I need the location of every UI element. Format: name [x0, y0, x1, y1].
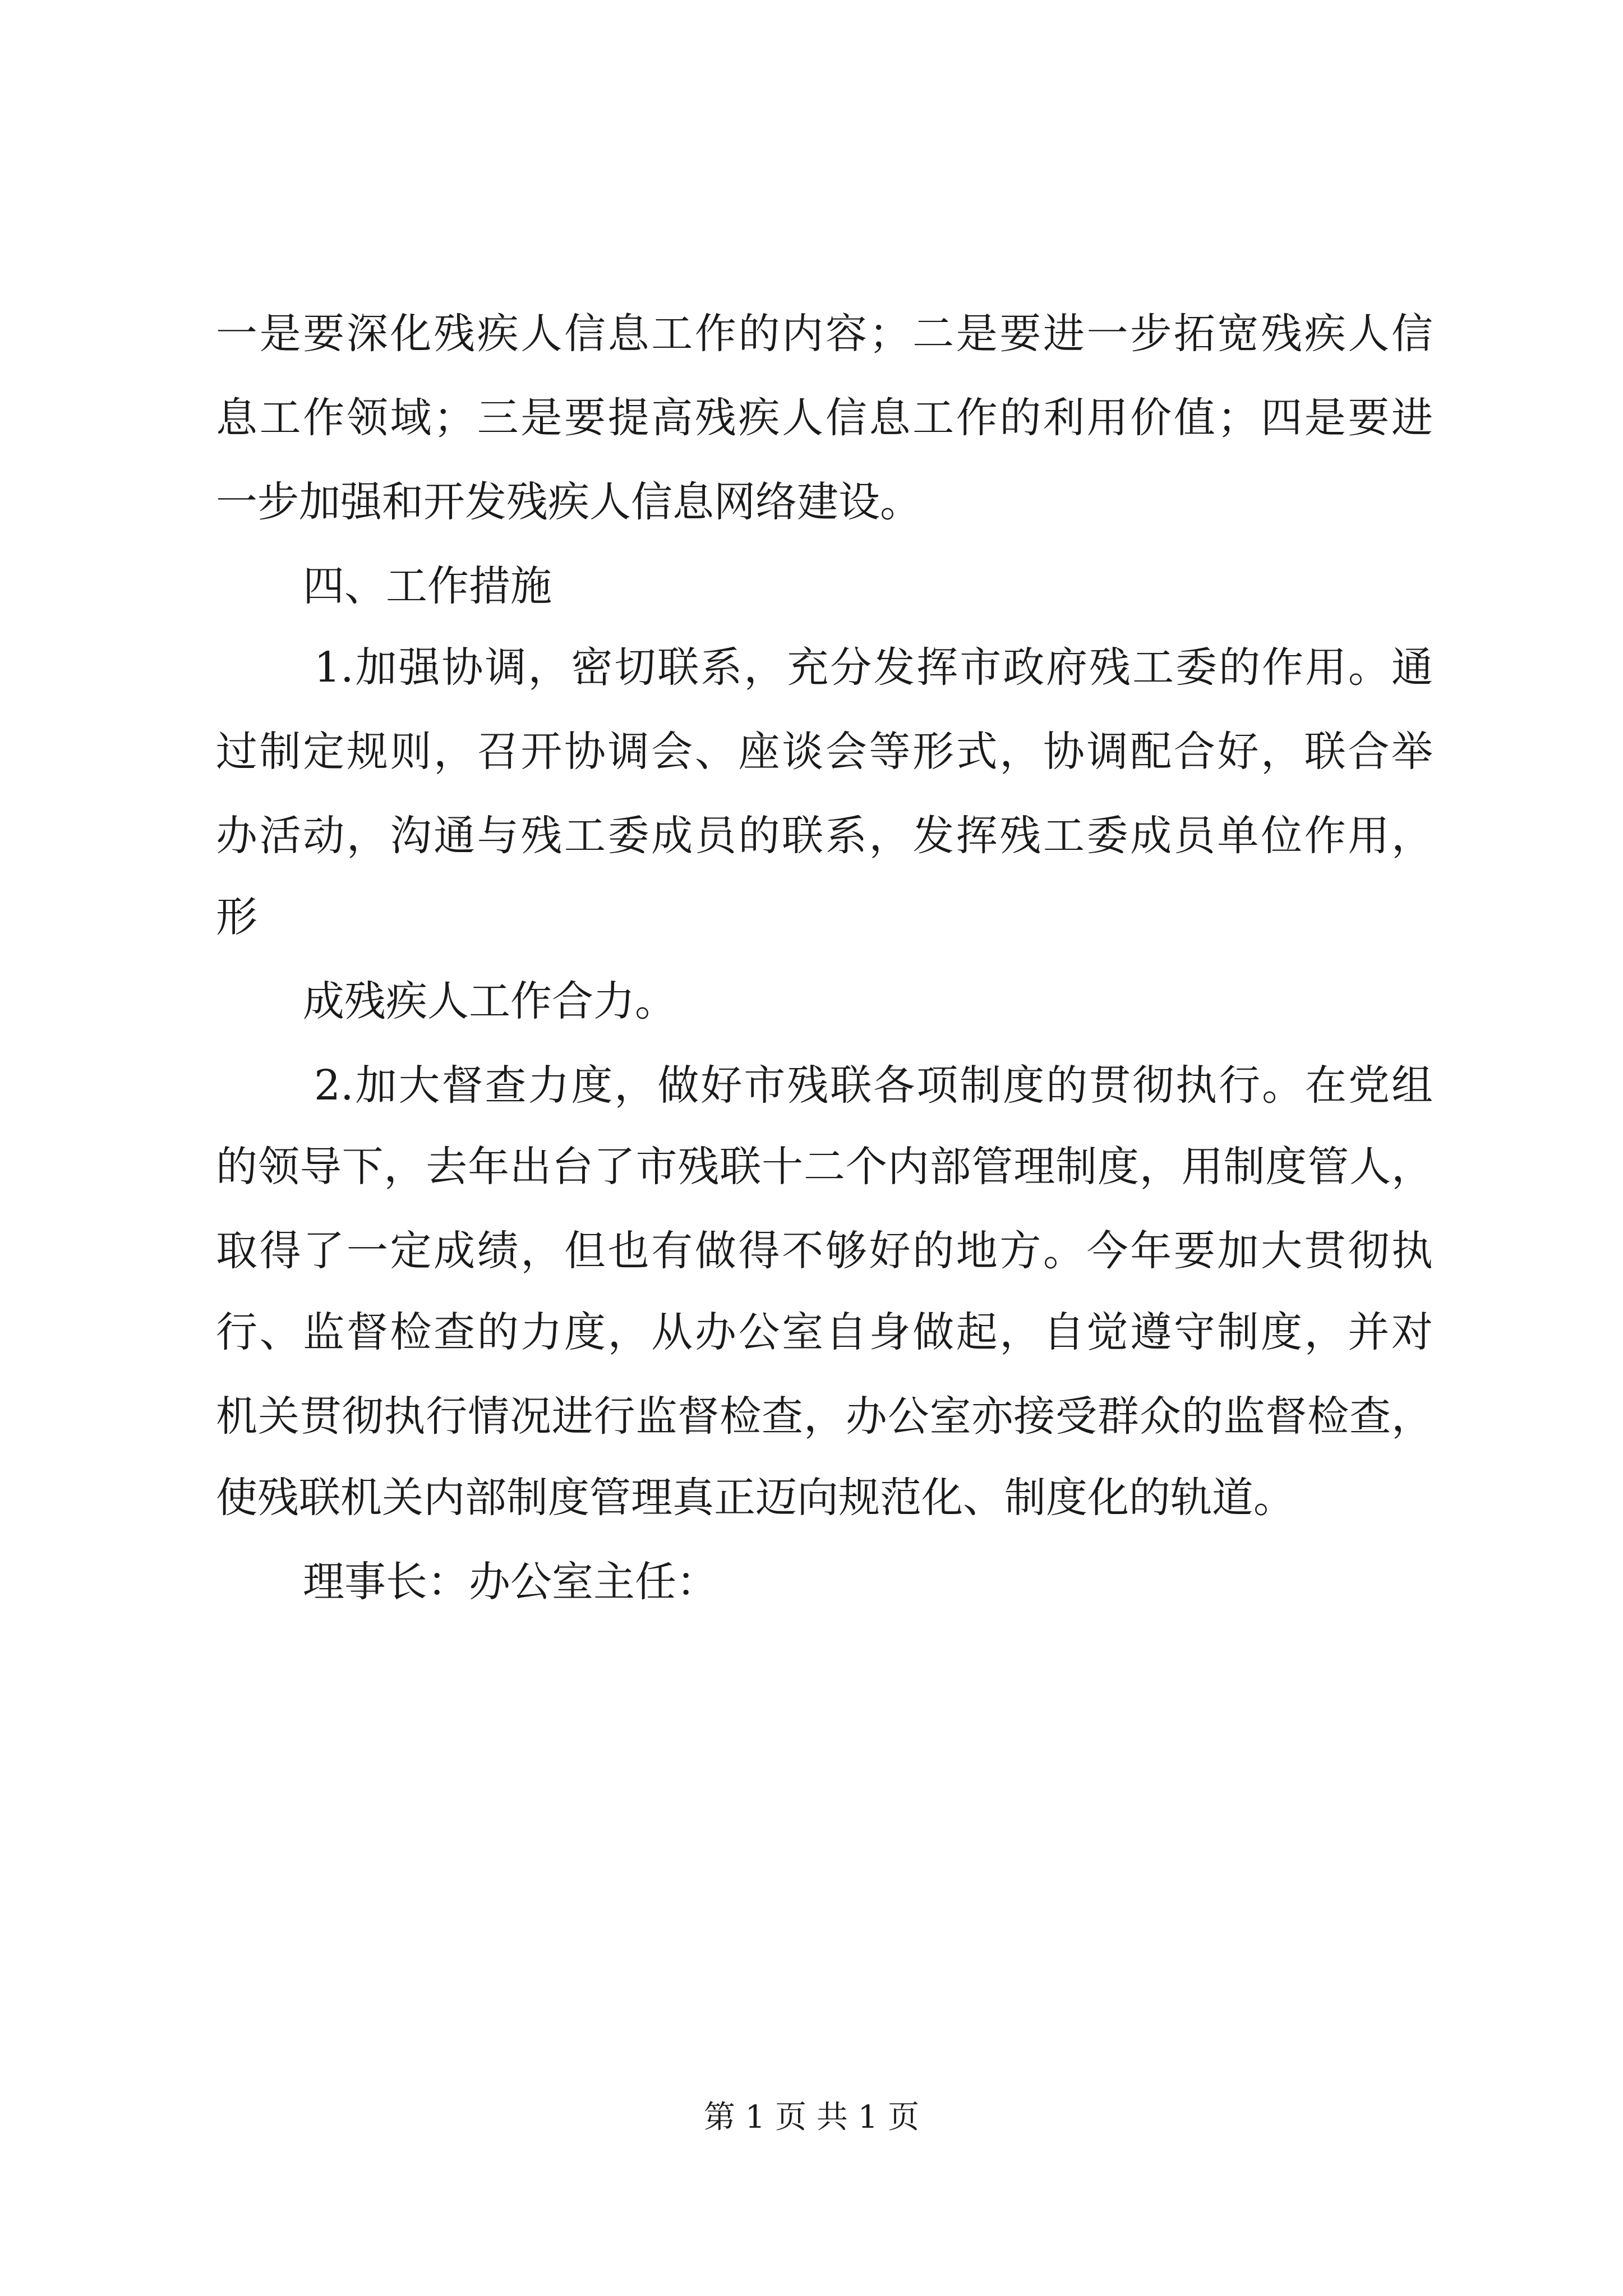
paragraph-line: 过制定规则，召开协调会、座谈会等形式，协调配合好，联合举: [216, 728, 1433, 776]
paragraph-line: 一是要深化残疾人信息工作的内容；二是要进一步拓宽残疾人信: [216, 310, 1433, 358]
paragraph-line: 2.加大督查力度，做好市残联各项制度的贯彻执行。在党组: [314, 1061, 1433, 1110]
paragraph-line: 1.加强协调，密切联系，充分发挥市政府残工委的作用。通: [314, 643, 1433, 692]
page-number: 第 1 页 共 1 页: [703, 2099, 920, 2136]
paragraph-line: 办活动，沟通与残工委成员的联系，发挥残工委成员单位作用，: [216, 812, 1433, 860]
paragraph-line: 取得了一定成绩，但也有做得不够好的地方。今年要加大贯彻执: [216, 1227, 1433, 1275]
paragraph-line: 一步加强和开发残疾人信息网络建设。: [216, 478, 921, 526]
paragraph-line: 形: [216, 893, 257, 941]
paragraph-line: 成残疾人工作合力。: [303, 977, 676, 1025]
paragraph-line: 息工作领域；三是要提高残疾人信息工作的利用价值；四是要进: [216, 394, 1433, 442]
paragraph-line: 使残联机关内部制度管理真正迈向规范化、制度化的轨道。: [216, 1474, 1295, 1522]
paragraph-line: 机关贯彻执行情况进行监督检查，办公室亦接受群众的监督检查，: [216, 1392, 1433, 1441]
paragraph-line: 行、监督检查的力度，从办公室自身做起，自觉遵守制度，并对: [216, 1308, 1433, 1356]
signature-line: 理事长：办公室主任：: [303, 1558, 718, 1606]
section-heading: 四、工作措施: [303, 562, 552, 610]
paragraph-line: 的领导下，去年出台了市残联十二个内部管理制度，用制度管人，: [216, 1143, 1433, 1191]
